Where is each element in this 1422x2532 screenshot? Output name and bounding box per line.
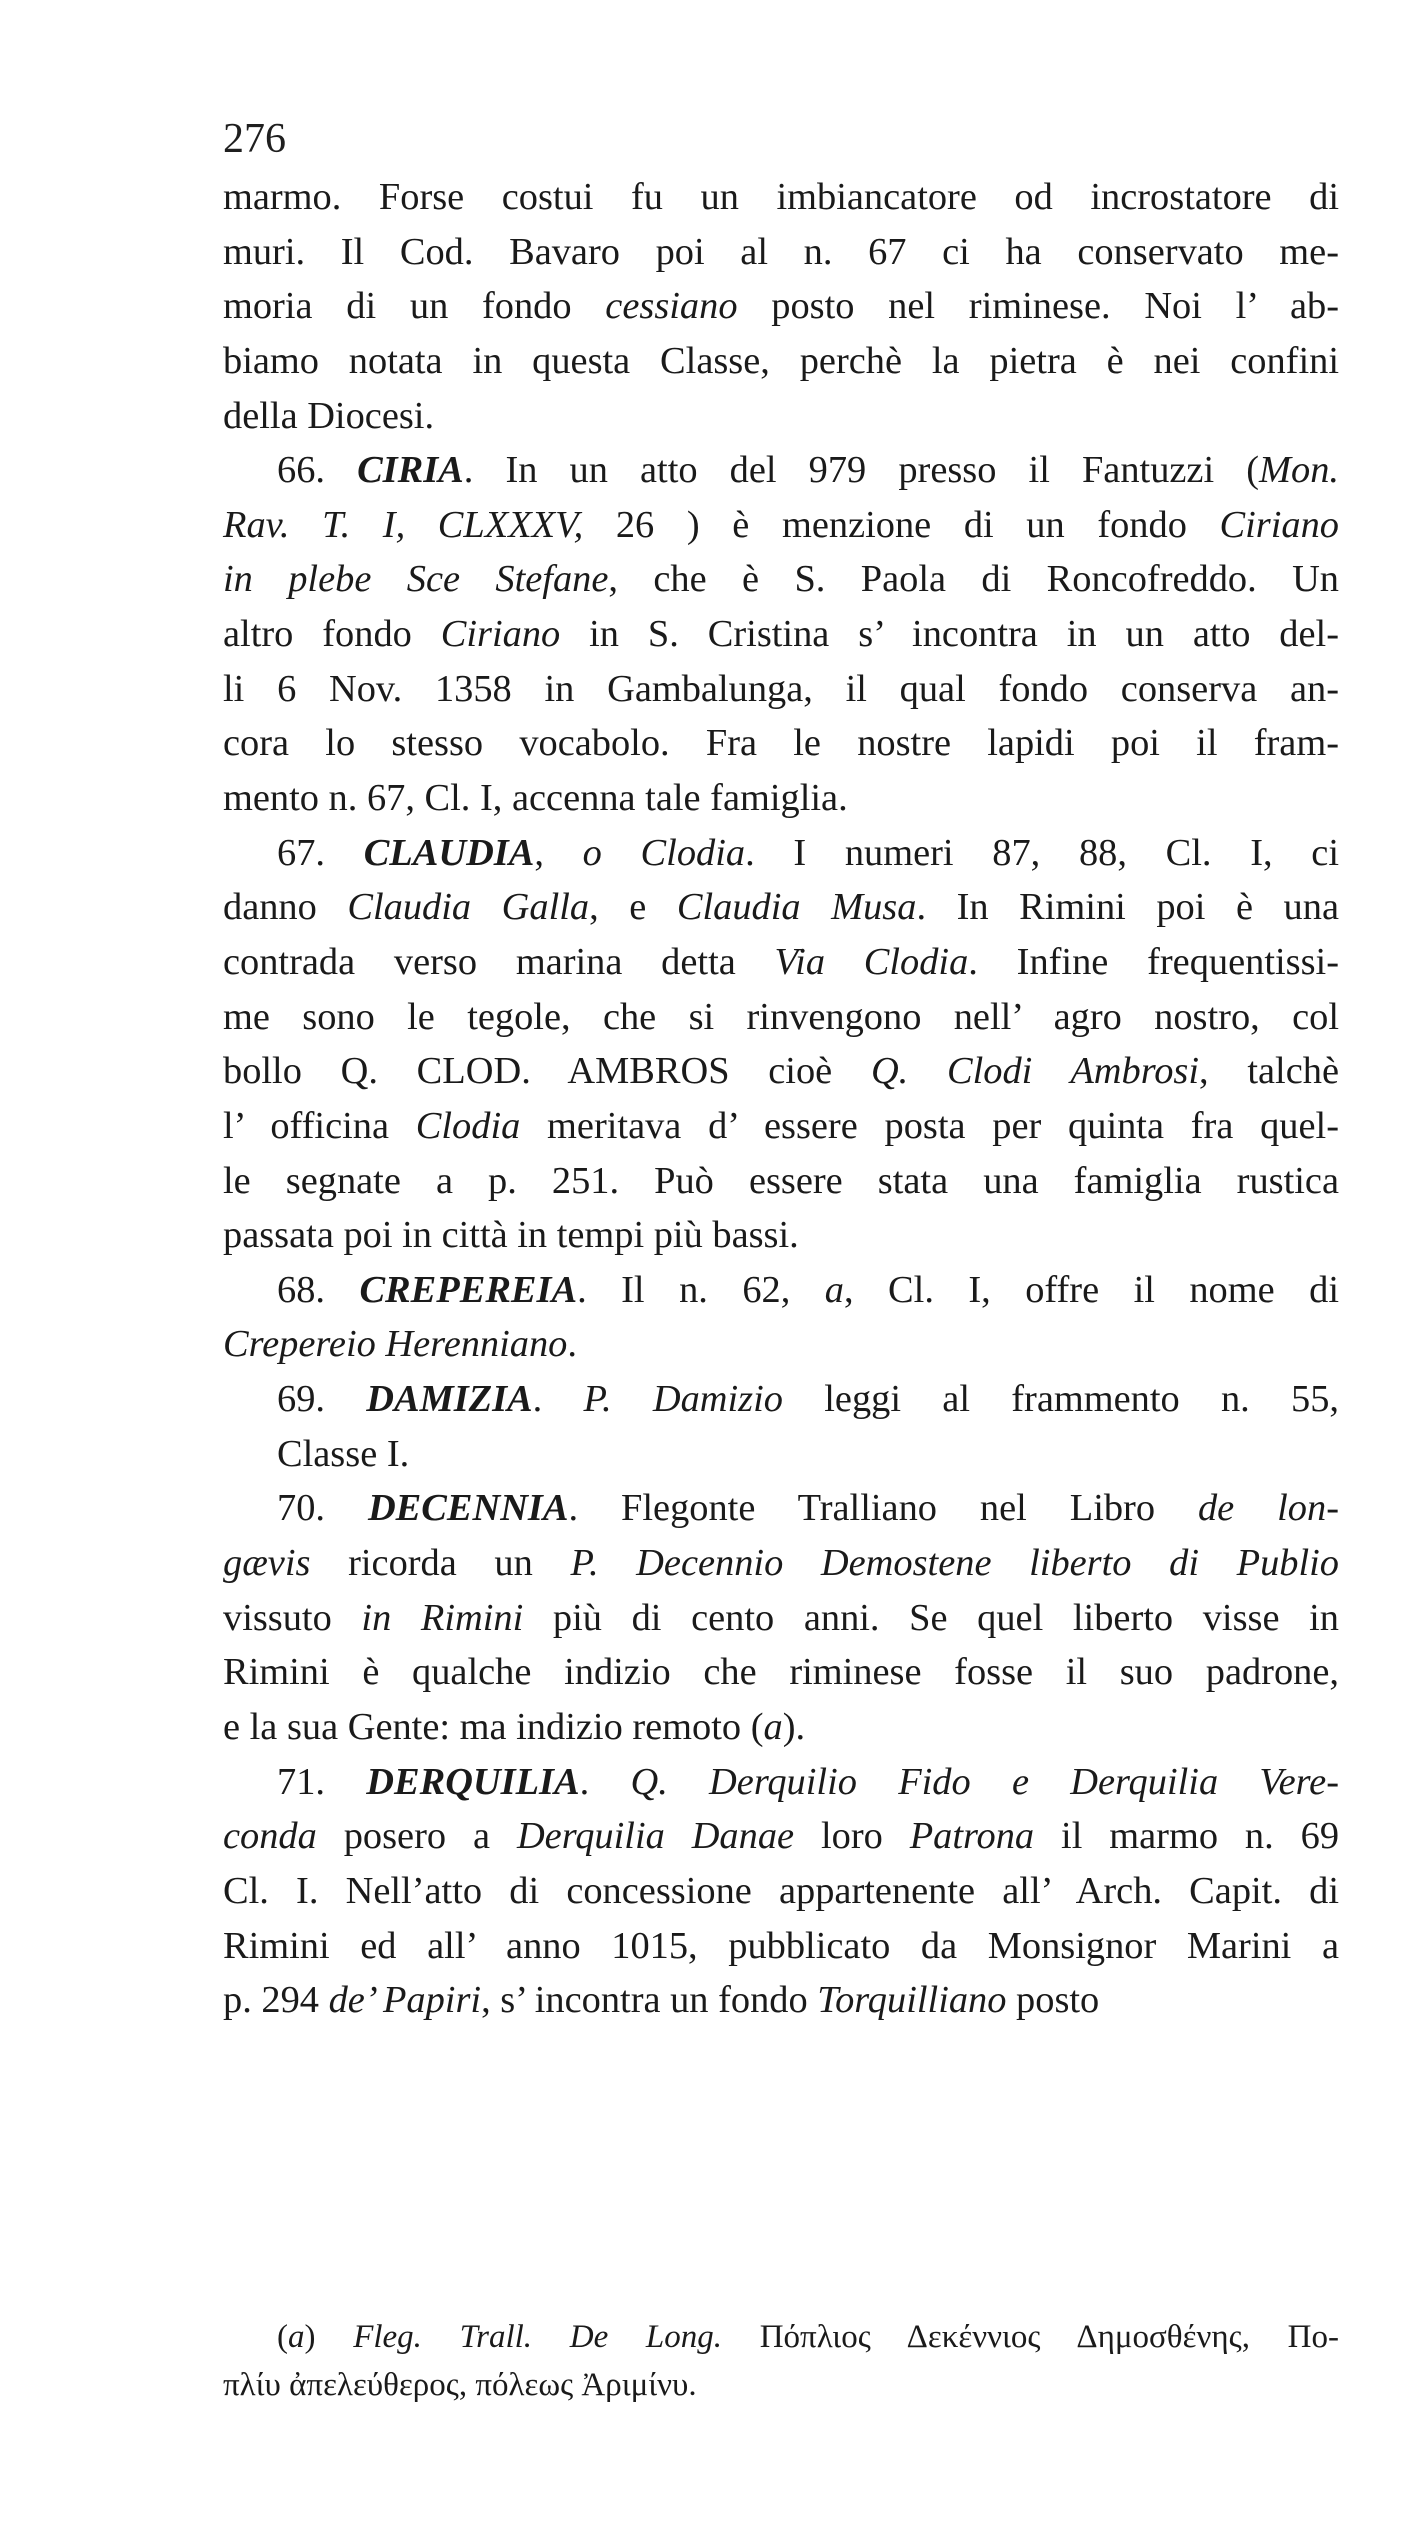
text-run: vissuto [223,1596,362,1639]
text-run: , [534,831,583,874]
italic-text: in plebe Sce Stefane [223,558,609,601]
entry-heading: DERQUILIA [366,1760,580,1803]
text-line [223,1099,1339,1154]
text-run: le segnate a p. 251. Può essere stata una famiglia rustica [223,1159,1339,1202]
text-run: . In un atto del 979 presso il Fantuzzi ( [463,449,1260,492]
text-run: . [579,1760,631,1803]
footnote [223,2313,1339,2409]
text-run: 70. [277,1487,368,1530]
text-line [223,826,1339,881]
text-run: , talchè [1199,1050,1339,1093]
text-line [223,1154,1339,1209]
text-line [223,1372,1339,1427]
text-line [223,716,1339,771]
page-number: 276 [223,116,286,162]
italic-text: Crepereio Herenniano [223,1323,568,1366]
italic-text: in Rimini [361,1596,524,1639]
text-run: ) [304,2319,354,2355]
text-run: cora lo stesso vocabolo. Fra le nostre lapidi poi il fram- [223,722,1339,765]
text-run: l’ officina [223,1104,416,1147]
text-run: il marmo n. 69 [1034,1815,1340,1858]
italic-text: Patrona [909,1815,1035,1858]
italic-text: Claudia Galla [347,886,590,929]
italic-text: Q. Derquilio Fido e Derquilia Vere- [630,1760,1339,1803]
text-run: . Il n. 62, [577,1268,825,1311]
text-run: 68. [277,1268,360,1311]
text-run: Classe I. [277,1432,410,1475]
entry-heading: DECENNIA [367,1487,569,1530]
text-line [223,1809,1339,1864]
italic-text: Derquilia Danae [516,1815,795,1858]
text-line [223,990,1339,1045]
italic-text: Fleg. Trall. De Long. [353,2319,723,2355]
text-line [223,1973,1339,2028]
text-run: , s’ incontra un fondo [481,1979,818,2022]
text-run: . Flegonte Tralliano nel Libro [568,1487,1198,1530]
text-run: posero a [316,1815,517,1858]
text-run: moria di un fondo [223,285,606,328]
italic-text: Clodia [415,1104,521,1147]
italic-text: conda [223,1815,317,1858]
text-line [223,1481,1339,1536]
text-run: . [567,1323,577,1366]
text-line [223,1700,1339,1755]
text-run: . I numeri 87, 88, Cl. I, ci [745,831,1339,874]
italic-text: Mon. [1259,449,1339,492]
text-line [223,1427,1339,1482]
text-run: mento n. 67, Cl. I, accenna tale famiglia. [223,777,848,820]
text-run: . [532,1378,584,1421]
text-run: meritava d’ essere posta per quinta fra quel- [520,1104,1339,1147]
text-line [223,771,1339,826]
text-line [223,1536,1339,1591]
text-run: p. 294 [223,1979,329,2022]
text-run: 71. [277,1760,367,1803]
entry-heading: DAMIZIA [366,1378,533,1421]
text-line [223,1263,1339,1318]
italic-text: de’ Papiri [328,1979,482,2022]
italic-text: Via Clodia [774,940,969,983]
text-run: me sono le tegole, che si rinvengono nell’ agro nostro, col [223,995,1339,1038]
text-line [223,389,1339,444]
italic-text: Ciriano [1219,503,1339,546]
italic-text: cessiano [605,285,738,328]
italic-text: de lon- [1197,1487,1339,1530]
text-line [223,225,1339,280]
text-run: posto [1006,1979,1100,2022]
text-run: bollo Q. CLOD. AMBROS cioè [223,1050,871,1093]
text-line [223,607,1339,662]
italic-text: a [763,1705,783,1748]
italic-text: a [288,2319,305,2355]
text-line [223,880,1339,935]
text-run: Rimini è qualche indizio che riminese fosse il suo padrone, [223,1651,1339,1694]
text-line [223,170,1339,225]
text-run: più di cento anni. Se quel liberto visse in [523,1596,1339,1639]
text-run: e la sua Gente: ma indizio remoto ( [223,1705,764,1748]
text-run: li 6 Nov. 1358 in Gambalunga, il qual fondo conserva an- [223,667,1339,710]
text-run: Cl. I. Nell’atto di concessione appartenente all’ Arch. Capit. di [223,1869,1339,1912]
entry-heading: CLAUDIA [363,831,535,874]
text-run: della Diocesi. [223,394,435,437]
text-run: altro fondo [223,613,441,656]
text-run: passata poi in città in tempi più bassi. [223,1214,799,1257]
text-line [223,1317,1339,1372]
text-run: posto nel riminese. Noi l’ ab- [737,285,1339,328]
text-line [223,552,1339,607]
text-line [223,1645,1339,1700]
text-run: , Cl. I, offre il nome di [843,1268,1339,1311]
italic-text: a [824,1268,844,1311]
text-line [223,334,1339,389]
text-line [223,1044,1339,1099]
italic-text: P. Damizio [583,1378,783,1421]
footnote-line [223,2361,1339,2409]
text-run: . In Rimini poi è una [916,886,1339,929]
italic-text: Torquilliano [817,1979,1007,2022]
text-run: biamo notata in questa Classe, perchè la pietra è nei confini [223,339,1339,382]
text-line [223,662,1339,717]
text-line [223,1591,1339,1646]
italic-text: P. Decennio Demostene liberto di Publio [570,1542,1339,1585]
text-run: contrada verso marina detta [223,940,775,983]
text-run: ). [782,1705,806,1748]
footnote-line [223,2313,1339,2361]
italic-text: Ciriano [440,613,561,656]
text-line [223,935,1339,990]
text-run: 67. [277,831,364,874]
italic-text: o Clodia [582,831,746,874]
text-run: ( [277,2319,288,2355]
text-line [223,1919,1339,1974]
text-line [223,1864,1339,1919]
text-line [223,279,1339,334]
text-run: muri. Il Cod. Bavaro poi al n. 67 ci ha conservato me- [223,230,1339,273]
text-line [223,1208,1339,1263]
text-run: danno [223,886,348,929]
text-line [223,498,1339,553]
text-run: πλίυ ἀπελεύθερος, πόλεως Ἀριμίνυ. [223,2367,697,2403]
entry-heading: CREPEREIA [359,1268,578,1311]
text-run: , e [589,886,677,929]
text-run: loro [794,1815,910,1858]
body-text [223,170,1339,2028]
italic-text: Claudia Musa [676,886,917,929]
text-run: marmo. Forse costui fu un imbiancatore od incrostatore di [223,176,1339,218]
text-run: 26 ) è menzione di un fondo [583,503,1220,546]
italic-text: gævis [223,1542,311,1585]
text-line [223,1755,1339,1810]
text-run: leggi al frammento n. 55, [783,1378,1339,1421]
italic-text: Q. Clodi Ambrosi [870,1050,1200,1093]
text-run: Rimini ed all’ anno 1015, pubblicato da Monsignor Marini a [223,1924,1339,1967]
text-run: ricorda un [310,1542,571,1585]
text-run: 69. [277,1378,367,1421]
entry-heading: CIRIA [357,449,464,492]
text-run: in S. Cristina s’ incontra in un atto del- [560,613,1339,656]
text-run: Πόπλιος Δεκέννιος Δημοσθένης, Πο- [722,2319,1339,2355]
text-run: , che è S. Paola di Roncofreddo. Un [608,558,1339,601]
text-line [223,443,1339,498]
text-run: . Infine frequentissi- [968,940,1339,983]
text-run: 66. [277,449,358,492]
italic-text: Rav. T. I, CLXXXV, [223,503,584,546]
